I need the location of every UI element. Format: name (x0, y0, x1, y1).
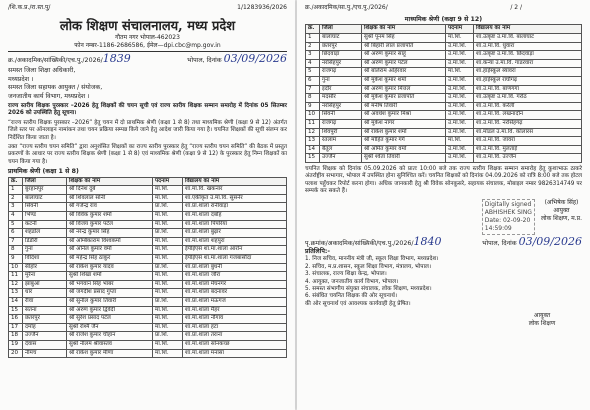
table-cell: 6 (306, 76, 320, 85)
table-cell: सीहोर (23, 263, 67, 272)
table-cell: सुश्री रश्मि जैन (67, 323, 153, 332)
table-row (9, 212, 287, 221)
table-cell: शा.प्रा.शाला रानीवाड़ा (183, 203, 287, 212)
table-row (9, 280, 287, 289)
table-cell: मा.शि. (446, 68, 474, 77)
table-cell: 8 (9, 246, 23, 255)
table-cell: 15 (306, 154, 320, 163)
table-cell: छतरपुर (23, 315, 67, 324)
table-row (9, 289, 287, 298)
table-cell: 10 (9, 263, 23, 272)
table-cell: बैतूल (320, 145, 362, 154)
table-row (306, 137, 582, 146)
table-cell: श्री गजेन्द्र राव (67, 203, 153, 212)
table-cell: श्री अवधेश कुमार मिश्रा (362, 111, 446, 120)
table-cell: शा.प्रा.शाला बुधनी (183, 263, 287, 272)
page-number: / 2 / (510, 4, 522, 11)
ref2-date: 03/09/2026 (518, 234, 582, 248)
secondary-teachers-table (305, 24, 582, 163)
subject-para: राज्य स्तरीय शिक्षक पुरस्कार –2026 हेतु शिक्षकों की चयन सूची एवं राज्य स्तरीय शिक्षक सम्मान समारोह में दिनांक 05 सितम्बर 2026 को उपस्थिति हेतु सूचना। (8, 103, 287, 117)
table-cell: रीवा (23, 298, 67, 307)
table-cell: उ.मा.शि. (446, 85, 474, 94)
table-cell: शिवपुरी (320, 128, 362, 137)
ref-prefix: क्र./अकादमिक/सांख्यिकी/एच.पु./2026/ (8, 57, 103, 64)
table-cell: 11 (9, 272, 23, 281)
table-cell: श्री बलिराम अहिरवार (362, 68, 446, 77)
table-cell: 12 (9, 280, 23, 289)
table-row (306, 145, 582, 154)
table-row (9, 246, 287, 255)
table-cell: मा.शि. (153, 272, 183, 281)
table-row (9, 349, 287, 358)
table-cell: श्री राकेश कुमार शर्मा (362, 128, 446, 137)
table-cell: 5 (306, 68, 320, 77)
table-cell: सुश्री श्वेता तिवारी (362, 154, 446, 163)
cc-line-2: जनजातीय कार्य विभाग, मध्यप्रदेश । (8, 92, 90, 100)
table-row (9, 220, 287, 229)
table-cell: शा.मा.शाला हटा (183, 323, 287, 332)
table-row (306, 68, 582, 77)
table-cell: ईपीईएस शा.मा.शाला आरोन (183, 246, 287, 255)
table-cell: शा.मा.शाला शहपुरा (183, 237, 287, 246)
table-cell: शहडोल (23, 229, 67, 238)
table-cell: उज्जैन (23, 332, 67, 341)
table-row (9, 306, 287, 315)
table-cell: 4 (9, 212, 23, 221)
table-row (9, 229, 287, 238)
table-cell: श्री विवेक कुमार शर्मा (67, 212, 153, 221)
table-row (306, 102, 582, 111)
table-cell: शा.उ.मा.वि. करेली (474, 102, 582, 111)
table-cell: श्री सुरेश प्रसाद पटेल (67, 315, 153, 324)
list-item: 5. समस्त संभागीय संयुक्त संचालक, लोक शिक्षण, मध्यप्रदेश। (305, 285, 432, 292)
col-header: पदनाम (153, 177, 183, 186)
table-cell: श्री राकेश कुमार यादव (67, 263, 153, 272)
table-cell: गुना (320, 76, 362, 85)
table-cell: इंदौर (320, 85, 362, 94)
table-row (306, 51, 582, 60)
table-cell: दमोह (23, 323, 67, 332)
table-cell: मा.शि. (153, 349, 183, 358)
table-row (9, 298, 287, 307)
table-cell: 8 (306, 94, 320, 103)
table-cell: शा.उत्कृष्ट उ.मा.वि. छिंदवाड़ा (474, 51, 582, 60)
table-cell: प्रा.शि. (153, 203, 183, 212)
table-cell: मा.शि. (153, 315, 183, 324)
table-cell: 10 (306, 111, 320, 120)
table-cell: शा.उ.मा.वि. मुलताई (474, 145, 582, 154)
table-cell: शा.प्रा.शाला तराना (183, 332, 287, 341)
table-cell: नीमच (23, 349, 67, 358)
list-item: 4. आयुक्त, जनजातीय कार्य विभाग, भोपाल। (305, 278, 399, 285)
table-cell: 16 (9, 315, 23, 324)
signatory-block-2: आयुक्त लोक शिक्षण (528, 312, 556, 328)
table-cell: 14 (9, 298, 23, 307)
section-heading-secondary: माध्यमिक श्रेणी (कक्षा 9 से 12) (404, 16, 483, 23)
table-cell: धार (23, 289, 67, 298)
table-cell: श्री विजय कुमार पटेल (67, 220, 153, 229)
table-cell: नरसिंहपुर (320, 59, 362, 68)
table-cell: कटनी (23, 220, 67, 229)
file-code-2: क्र./अकादमिक/सा.पु./एच.पु./2026/ (305, 4, 388, 11)
table-cell: श्री अरुण कुमार पटेल (362, 59, 446, 68)
table-cell: मा.शि. (153, 280, 183, 289)
table-cell: 13 (306, 137, 320, 146)
table-cell: शा.मा.शाला नौगांव (183, 315, 287, 324)
table-cell: शा.उ.मा.वि. बाणगंगा (474, 85, 582, 94)
table-cell: श्री नरेन्द्र कुमार सिंह (67, 229, 153, 238)
table-cell: डिंडौरी (23, 237, 67, 246)
col-header: शिक्षक का नाम (67, 177, 153, 186)
table-cell: 12 (306, 128, 320, 137)
letter-page-2 (297, 0, 590, 410)
table-cell: मा.शि. (153, 246, 183, 255)
table-cell: सतना (23, 306, 67, 315)
table-cell: शा.मा.शाला मेघनगर (183, 280, 287, 289)
table-cell: शा.मा.शाला मैहर (183, 306, 287, 315)
table-cell: श्री मुकेश नागर (362, 119, 446, 128)
table-cell: 19 (9, 340, 23, 349)
table-cell: उ.मा.शि. (446, 76, 474, 85)
table-cell: मा.शि. (153, 255, 183, 264)
table-cell: रतलाम (320, 137, 362, 146)
list-item: 6. संबंधित चयनित शिक्षक की ओर सूचनार्थ। (305, 293, 398, 300)
office-address: गौतम नगर भोपाल-462023 (115, 34, 180, 41)
signatory-block: (अभिषेक सिंह) आयुक्त लोक शिक्षण, म.प्र. (540, 198, 582, 222)
table-row (306, 128, 582, 137)
body-para-1: “राज्य स्तरीय शिक्षक पुरस्कार –2026” हेतु चयन में दो प्राथमिक श्रेणी (कक्षा 1 से 8) तथा माध्यमिक श्रेणी (कक्षा 9 से 12) अंतर्गत जिले स्तर पर ऑनलाइन नामांकन तथा चयन प्रक्रिया सम्पन्न किये जाने हेतु आदेश जारी किया गया है। चयनित शिक्षकों की सूची संलग्न कर निर्देशित किया जाता है। (8, 119, 287, 141)
table-cell: उ.मा.शि. (446, 102, 474, 111)
table-cell: उ.मा.शि. (446, 145, 474, 154)
table-cell: शा.मा.शाला दबोह (183, 212, 287, 221)
primary-teachers-table (8, 177, 287, 358)
table-row (9, 315, 287, 324)
table-cell: शा.उ.मा.वि. धुवारा (474, 42, 582, 51)
table-cell: श्री भगवान सिंह भाबर (67, 280, 153, 289)
to-line-1: समस्त जिला शिक्षा अधिकारी, (8, 67, 76, 75)
table-cell: शा.मा.शाला जौरा (183, 272, 287, 281)
table-cell: 2 (306, 42, 320, 51)
table-cell: मा.शि. (446, 34, 474, 43)
table-cell: शा.मा.शाला बदनावर (183, 289, 287, 298)
table-cell: भिण्ड (23, 212, 67, 221)
table-cell: शा.उ.मा.वि. उज्जैन (474, 154, 582, 163)
file-number: 1/1283936/2026 (237, 4, 287, 11)
table-cell: 9 (306, 102, 320, 111)
table-row (9, 263, 287, 272)
table-cell: 3 (9, 203, 23, 212)
table-cell: 3 (306, 51, 320, 60)
col-header: विद्यालय का नाम (474, 25, 582, 34)
table-cell: श्री अरुण कुमार मित्तल (362, 85, 446, 94)
table-cell: नरसिंहपुर (320, 102, 362, 111)
table-cell: प्रा.शि. (153, 263, 183, 272)
to-line-2: मध्यप्रदेश । (8, 75, 34, 83)
table-cell: शा.मा.शाला मनासा (183, 349, 287, 358)
table-cell: झाबुआ (23, 280, 67, 289)
table-row (9, 323, 287, 332)
ref2-number: 1840 (413, 234, 442, 248)
table-cell: उ.मा.शि. (446, 119, 474, 128)
ref-place: भोपाल, दिनांक (187, 57, 222, 64)
table-cell: विदिशा (23, 255, 67, 264)
table-cell: सिवनी (320, 111, 362, 120)
table-cell: बुरहानपुर (23, 186, 67, 195)
body-para-2: उक्त “राज्य स्तरीय चयन समिति” द्वारा अनुशंसित शिक्षकों का राज्य स्तरीय पुरस्कार हेतु “राज्य स्तरीय चयन समिति” की बैठक में प्रस्तुत प्रकरणों के आधार पर राज्य स्तरीय शिक्षक श्रेणी (कक्षा 1 से 8) एवं माध्यमिक श्रेणी (कक्षा 9 से 12) के पुरस्कार हेतु निम्न शिक्षकों का चयन किया गया है। (8, 144, 287, 165)
table-cell: 6 (9, 229, 23, 238)
col-header: विद्यालय का नाम (183, 177, 287, 186)
table-cell: श्री शिवलाल सोनी (67, 194, 153, 203)
table-cell: श्री राजेश कुमार चौहान (67, 332, 153, 341)
instructions-para: चयनित शिक्षक को दिनांक 05.09.2026 को प्रातः 10:00 बजे तक राज्य स्तरीय शिक्षक सम्मान समारोह हेतु कुशाभाऊ ठाकरे अंतर्राष्ट्रीय सभागार, भोपाल में उपस्थित होना सुनिश्चित करें। चयनित शिक्षकों को दिनांक 04.09.2026 को रात्रि 8:00 बजे तक होटल पलाश पहुँचकर रिपोर्ट करना होगा। अधिक जानकारी हेतु श्री विवेक सोनकुसरे, सहायक संचालक, मोबाइल नम्बर 9826314749 पर सम्पर्क कर सकते हैं। (305, 165, 582, 195)
table-cell: शा.प्रा.शाला बुढ़ार (183, 229, 287, 238)
table-cell: सुश्री शिखा शर्मा (67, 272, 153, 281)
table-cell: 18 (9, 332, 23, 341)
table-cell: उ.मा.शि. (446, 128, 474, 137)
table-cell: श्री अनिल कुमार वर्मा (67, 246, 153, 255)
table-cell: 9 (9, 255, 23, 264)
table-cell: शा.उत्कृष्ट उ.मा.वि. बालाघाट (474, 34, 582, 43)
col-header: जिला (320, 25, 362, 34)
col-header: जिला (23, 177, 67, 186)
table-cell: 5 (9, 220, 23, 229)
table-cell: श्री अमित कुमार वर्मा (362, 145, 446, 154)
copy-list (305, 256, 582, 308)
table-cell: शा.हाईस्कूल ब्यावरा (474, 68, 582, 77)
table-cell: 15 (9, 306, 23, 315)
closing-line: की ओर सूचनार्थ एवं आवश्यक कार्यवाही हेतु प्रेषित। (305, 300, 411, 307)
table-cell: शा.मा.शाला सोनकच्छ (183, 340, 287, 349)
table-cell: श्री महेन्द्र सिंह ठाकुर (67, 255, 153, 264)
table-cell: 11 (306, 119, 320, 128)
col-header: क्र. (9, 177, 23, 186)
table-cell: शा.एकीकृत उ.मा.वि. सुसनेर (183, 194, 287, 203)
table-cell: उ.मा.शि. (446, 94, 474, 103)
table-cell: श्री जगदीश प्रसाद गुप्ता (67, 289, 153, 298)
table-cell: 14 (306, 145, 320, 154)
table-header-row (306, 25, 582, 34)
table-cell: श्री मनीष तिवारी (362, 102, 446, 111)
table-cell: मा.शि. (153, 306, 183, 315)
table-cell: उ.मा.शि. (446, 154, 474, 163)
table-cell: उ.मा.शि. (446, 59, 474, 68)
ref2-prefix: पृ.क्रमांक/अकादमिक/सांख्यिकी/एच.पु./2026/ (305, 239, 414, 247)
table-row (9, 237, 287, 246)
col-header: पदनाम (446, 25, 474, 34)
table-cell: श्री बिहारी लाल प्रजापति (362, 42, 446, 51)
table-cell: श्री अम्बिकाराम विश्वकर्मा (67, 237, 153, 246)
table-header-row (9, 177, 287, 186)
table-cell: श्री मुकेश कुमार प्रजापति (362, 94, 446, 103)
table-row (306, 111, 582, 120)
table-cell: श्री सुनील कुमार तिवारी (67, 298, 153, 307)
table-cell: 7 (306, 85, 320, 94)
table-row (306, 85, 582, 94)
table-cell: मा.शि. (153, 212, 183, 221)
table-cell: शा.मा.शाला पिपरिया (183, 220, 287, 229)
table-cell: श्री मोहित कुमार गर्ग (362, 137, 446, 146)
table-cell: उज्जैन (320, 154, 362, 163)
digital-signature: Digitally signed ABHISHEK SING Date: 02-09-20 14:59:09 (482, 199, 535, 235)
table-cell: शा.मॉडल उ.मा.वि. कोलारस (474, 128, 582, 137)
table-row (306, 42, 582, 51)
table-cell: शा.उ.मा.वि. लखनादौन (474, 111, 582, 120)
table-cell: प्रा.शि. (153, 229, 183, 238)
section-heading-primary: प्राथमिक श्रेणी (कक्षा 1 से 8) (8, 168, 79, 176)
table-cell: श्री दिनेश दुबे (67, 186, 153, 195)
table-cell: श्री अरुण कुमार द्विवेदी (67, 306, 153, 315)
table-cell: मा.शि. (153, 186, 183, 195)
table-cell: मा.शि. (153, 194, 183, 203)
list-item: 3. संचालक, राज्य शिक्षा केन्द्र, भोपाल। (305, 271, 387, 278)
table-row (9, 272, 287, 281)
col-header: शिक्षक का नाम (362, 25, 446, 34)
table-cell: देवास (23, 340, 67, 349)
table-cell: मंदसौर (320, 94, 362, 103)
table-cell: मा.शि. (153, 340, 183, 349)
table-cell: गुना (23, 246, 67, 255)
table-row (9, 194, 287, 203)
file-code: /शि.क.प्र./रा.स्त.पु/ (8, 4, 51, 11)
table-cell: छतरपुर (320, 42, 362, 51)
table-cell: 20 (9, 349, 23, 358)
table-cell: उ.मा.शि. (446, 42, 474, 51)
table-row (306, 119, 582, 128)
ref2-place: भोपाल, दिनांक (482, 239, 517, 247)
table-cell: प्रा.शि. (153, 298, 183, 307)
table-cell: 17 (9, 323, 23, 332)
table-cell: प्रा.शि. (153, 332, 183, 341)
table-cell: 4 (306, 59, 320, 68)
office-contact: फोन नम्बर-1186-2686586, ईमेल—dpi.cbc@mp.gov.in (8, 42, 287, 52)
table-row (306, 94, 582, 103)
table-cell: शा.उत्कृष्ट उ.मा.वि. गरोठ (474, 94, 582, 103)
table-cell: 7 (9, 237, 23, 246)
table-cell: शा.प्रा.शाला मऊगंज (183, 298, 287, 307)
table-cell: मुरैना (23, 272, 67, 281)
table-cell: बालाघाट (23, 194, 67, 203)
cc-line-1: समस्त जिला सहायक आयुक्त / संयोजक, (8, 84, 103, 92)
table-cell: 1 (9, 186, 23, 195)
office-title: लोक शिक्षण संचालनालय, मध्य प्रदेश (59, 19, 236, 34)
table-cell: सुश्री नीलम श्रीवास्तव (67, 340, 153, 349)
table-cell: शा.कन्या उ.मा.वि. गाडरवारा (474, 59, 582, 68)
table-cell: 1 (306, 34, 320, 43)
table-cell: शा.हाईस्कूल राघौगढ़ (474, 76, 582, 85)
table-cell: शा.मा.वि. खकनार (183, 186, 287, 195)
table-cell: बालाघाट (320, 34, 362, 43)
table-cell: राजगढ़ (320, 119, 362, 128)
table-cell: राजगढ़ (320, 68, 362, 77)
ref-number: 1839 (102, 52, 131, 65)
table-row (9, 255, 287, 264)
table-cell: छिंदवाड़ा (320, 51, 362, 60)
table-row (9, 332, 287, 341)
table-cell: श्री राकेश कुमार मीणा (67, 349, 153, 358)
table-cell: उ.मा.शि. (446, 51, 474, 60)
table-cell: श्री मुकेश कुमार शर्मा (362, 76, 446, 85)
table-row (306, 76, 582, 85)
list-item: 2. सचिव, म.प्र.शासन, स्कूल शिक्षा विभाग, मंत्रालय, भोपाल। (305, 263, 431, 270)
ref-date: 03/09/2026 (223, 52, 287, 65)
table-row (9, 186, 287, 195)
table-cell: ईपीईएस शा.मा.शाला गंजबासौदा (183, 255, 287, 264)
copy-to-label: प्रतिलिपि:- (305, 247, 331, 255)
table-row (306, 34, 582, 43)
table-row (306, 154, 582, 163)
table-cell: सुश्री पूनम सिंह (362, 34, 446, 43)
table-cell: शा.उ.मा.वि. जावरा (474, 137, 582, 146)
table-cell: सिवनी (23, 203, 67, 212)
list-item: 1. निज सचिव, माननीय मंत्री जी, स्कूल शिक्षा विभाग, मध्यप्रदेश। (305, 256, 439, 263)
table-cell: मा.शि. (153, 220, 183, 229)
table-cell: मा.शि. (153, 323, 183, 332)
table-cell: शा.उ.मा.वि. नरसिंहगढ़ (474, 119, 582, 128)
table-cell: मा.शि. (153, 237, 183, 246)
table-row (306, 59, 582, 68)
table-row (9, 340, 287, 349)
table-cell: श्री अरुण कुमार साहू (362, 51, 446, 60)
col-header: क्र. (306, 25, 320, 34)
table-row (9, 203, 287, 212)
table-cell: 13 (9, 289, 23, 298)
table-cell: मा.शि. (446, 137, 474, 146)
table-cell: 2 (9, 194, 23, 203)
table-cell: मा.शि. (153, 289, 183, 298)
table-cell: उ.मा.शि. (446, 111, 474, 120)
